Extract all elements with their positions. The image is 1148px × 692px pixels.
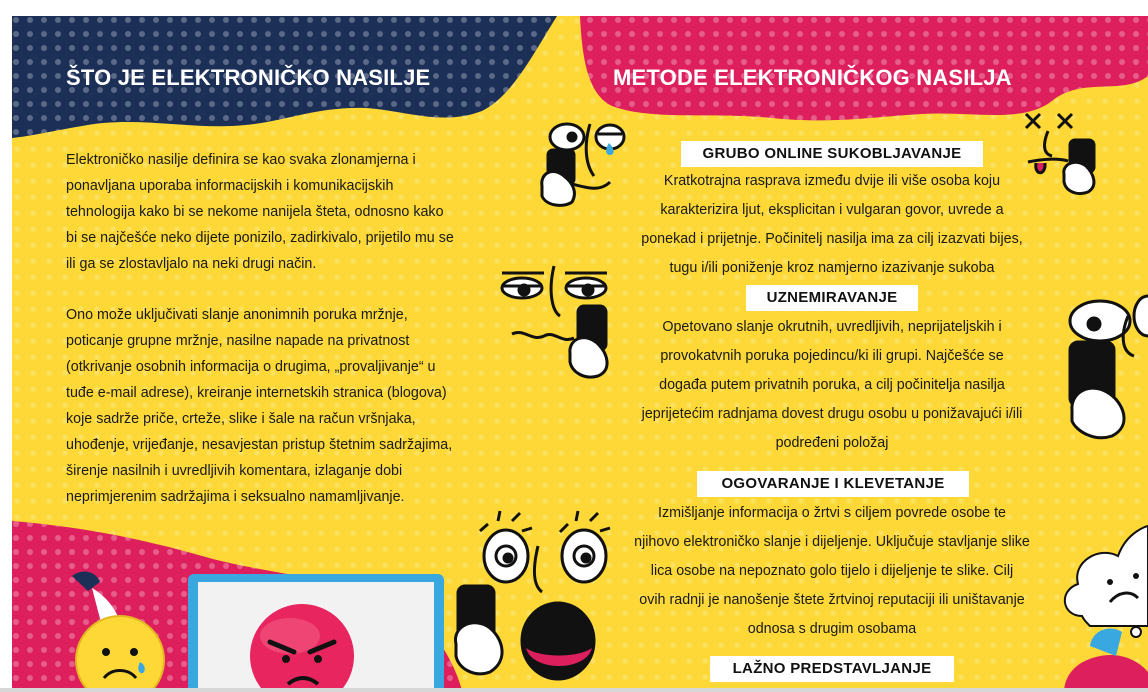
right-title: METODE ELEKTRONIČKOG NASILJA [613,65,1012,90]
text-line: tugu i/ili poniženje kroz namjerno izazivanje sukoba [669,260,995,276]
text-line: provokatvnih poruka pojedincu/ki ili grupi. Najčešće se [660,348,1004,364]
method-heading-flaming: GRUBO ONLINE SUKOBLJAVANJE [681,141,983,167]
text-line: tuđe e-mail adrese), kreiranje internetskih stranica (blogova) [66,385,447,401]
text-line: Izmišljanje informacija o žrtvi s ciljem povrede osobe te [657,505,1007,521]
text-line: Ono može uključivati slanje anonimnih poruka mržnje, [66,307,408,323]
left-paragraph-1 [66,147,454,277]
text-line: ponavljana uporaba informacijskih i komunikacijskih [66,178,394,194]
text-line: karakterizira ljut, eksplicitan i vulgaran govor, uvrede a [660,202,1004,218]
text-line: odnosa s drugim osobama [747,621,917,637]
method-text-harassment [606,313,1058,458]
window-bottom-border [0,688,1148,692]
text-line: (otkrivanje osobnih informacija o drugima, „provaljivanje“ u [66,359,436,375]
infographic-page [12,16,1148,690]
text-line: Kratkotrajna rasprava između dvije ili više osoba koju [663,173,1001,189]
text-line: poticanje grupne mržnje, nasilne napade na privatnost [66,333,410,349]
text-line: njihovo elektroničko slanje i dijeljenje. Uključuje stavljanje slike [634,534,1030,550]
method-heading-impersonation: LAŽNO PREDSTAVLJANJE [710,656,954,682]
method-text-flaming [606,167,1058,283]
method-text-denigration [606,499,1058,644]
text-line: uhođenje, vrijeđanje, nesavjestan pristup štetnim sadržajima, [66,437,453,453]
text-line: neprimjerenim sadržajima i seksualno namamljivanje. [66,489,405,505]
text-line: podređeni položaj [775,435,889,451]
text-line: ili ga se zlostavljalo na neki drugi način. [66,256,317,272]
text-line: Opetovano slanje okrutnih, uvredljivih, neprijateljskih i [662,319,1002,335]
method-heading-harassment: UZNEMIRAVANJE [746,285,918,311]
text-line: ponekad i prijetnje. Počinitelj nasilja ima za cilj izazvati bijes, [641,231,1023,247]
text-line: koje sadrže priče, crteže, slike i šale na račun vršnjaka, [66,411,416,427]
left-title: ŠTO JE ELEKTRONIČKO NASILJE [66,65,431,90]
text-line: tehnologija kako bi se nekome nanijela šteta, odnosno kako [66,204,444,220]
left-paragraph-2 [66,302,452,510]
text-line: lica osobe na nepoznato golo tijelo i dijeljenje te slike. Cilj [650,563,1014,579]
text-line: jeprijetećim radnjama dovest drugu osobu u ponižavajući i/ili [641,406,1023,422]
text-line: Elektroničko nasilje definira se kao svaka zlonamjerna i [66,152,416,168]
text-line: događa putem privatnih poruka, a cilj počinitelja nasilja [659,377,1005,393]
method-heading-denigration: OGOVARANJE I KLEVETANJE [697,471,969,497]
text-line: širenje nasilnih i uvredljivih komentara, izlaganje dobi [66,463,403,479]
text-line: bi se najčešće neko dijete ponizilo, zadirkivalo, prijetilo mu se [66,230,454,246]
text-line: ovih radnji je nanošenje štete žrtvinoj reputaciji ili uništavanje [639,592,1025,608]
